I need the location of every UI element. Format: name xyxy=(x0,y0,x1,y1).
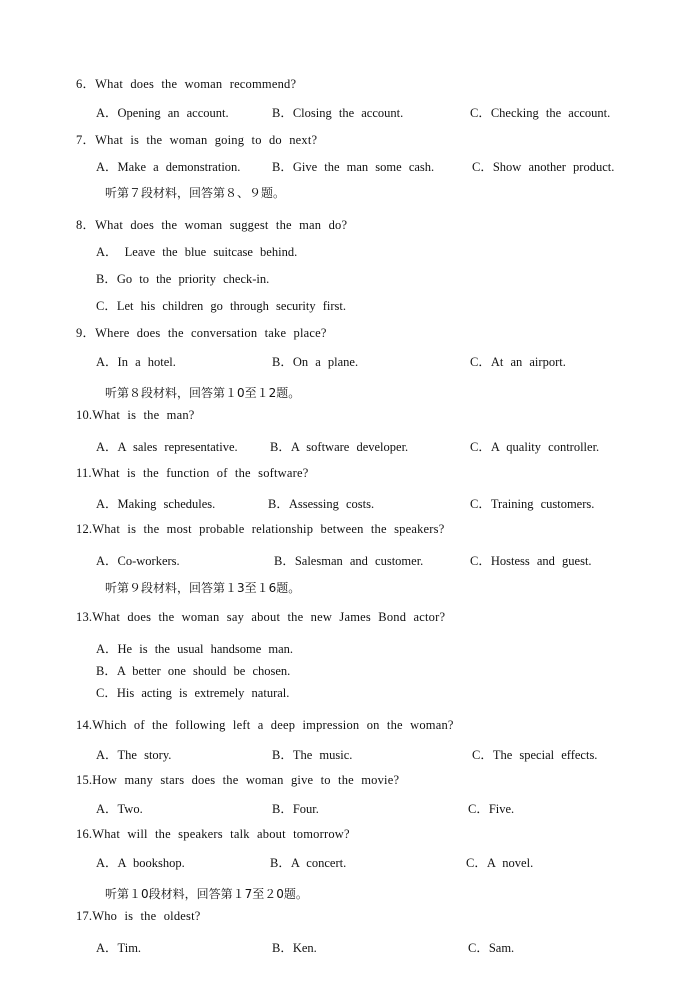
q10-option-b: B．A software developer. xyxy=(270,440,409,454)
q8-option-a: A． Leave the blue suitcase behind. xyxy=(96,245,298,259)
q12-option-a: A．Co-workers. xyxy=(96,554,180,568)
question-13: 13.What does the woman say about the new James Bond actor? xyxy=(76,610,446,624)
question-12: 12.What is the most probable relationship between the speakers? xyxy=(76,522,445,536)
q13-option-b: B．A better one should be chosen. xyxy=(96,664,291,678)
q7-option-a: A．Make a demonstration. xyxy=(96,160,241,174)
q9-option-b: B．On a plane. xyxy=(272,355,359,369)
section-heading-7: 听第７段材料，回答第８、９题。 xyxy=(105,186,286,200)
q14-option-c: C．The special effects. xyxy=(472,748,598,762)
q7-option-b: B．Give the man some cash. xyxy=(272,160,435,174)
q13-option-c: C．His acting is extremely natural. xyxy=(96,686,290,700)
q11-option-c: C．Training customers. xyxy=(470,497,595,511)
q6-option-a: A．Opening an account. xyxy=(96,106,229,120)
q10-option-a: A．A sales representative. xyxy=(96,440,238,454)
q15-option-b: B．Four. xyxy=(272,802,319,816)
question-14: 14.Which of the following left a deep impression on the woman? xyxy=(76,718,454,732)
q9-option-a: A．In a hotel. xyxy=(96,355,176,369)
q7-option-c: C．Show another product. xyxy=(472,160,615,174)
question-15: 15.How many stars does the woman give to the movie? xyxy=(76,773,400,787)
q16-option-a: A．A bookshop. xyxy=(96,856,185,870)
q6-option-c: C．Checking the account. xyxy=(470,106,611,120)
q10-option-c: C．A quality controller. xyxy=(470,440,600,454)
section-heading-10: 听第１0段材料，回答第１7至２0题。 xyxy=(105,887,308,901)
q14-option-a: A．The story. xyxy=(96,748,172,762)
question-17: 17.Who is the oldest? xyxy=(76,909,201,923)
section-heading-9: 听第９段材料，回答第１3至１6题。 xyxy=(105,581,301,595)
question-8: 8．What does the woman suggest the man do? xyxy=(76,218,348,232)
q8-option-c: C．Let his children go through security first. xyxy=(96,299,347,313)
question-10: 10.What is the man? xyxy=(76,408,195,422)
q14-option-b: B．The music. xyxy=(272,748,353,762)
q9-option-c: C．At an airport. xyxy=(470,355,566,369)
q13-option-a: A．He is the usual handsome man. xyxy=(96,642,294,656)
q17-option-c: C．Sam. xyxy=(468,941,515,955)
q15-option-a: A．Two. xyxy=(96,802,143,816)
q16-option-c: C．A novel. xyxy=(466,856,534,870)
question-7: 7．What is the woman going to do next? xyxy=(76,133,318,147)
q12-option-b: B．Salesman and customer. xyxy=(274,554,424,568)
q16-option-b: B．A concert. xyxy=(270,856,347,870)
question-16: 16.What will the speakers talk about tomorrow? xyxy=(76,827,350,841)
q8-option-b: B．Go to the priority check-in. xyxy=(96,272,270,286)
q11-option-a: A．Making schedules. xyxy=(96,497,216,511)
q6-option-b: B．Closing the account. xyxy=(272,106,404,120)
q15-option-c: C．Five. xyxy=(468,802,515,816)
question-11: 11.What is the function of the software? xyxy=(76,466,309,480)
question-6: 6．What does the woman recommend? xyxy=(76,77,297,91)
q17-option-a: A．Tim. xyxy=(96,941,142,955)
section-heading-8: 听第８段材料，回答第１0至１2题。 xyxy=(105,386,301,400)
question-9: 9．Where does the conversation take place? xyxy=(76,326,327,340)
q12-option-c: C．Hostess and guest. xyxy=(470,554,592,568)
q11-option-b: B．Assessing costs. xyxy=(268,497,375,511)
q17-option-b: B．Ken. xyxy=(272,941,317,955)
